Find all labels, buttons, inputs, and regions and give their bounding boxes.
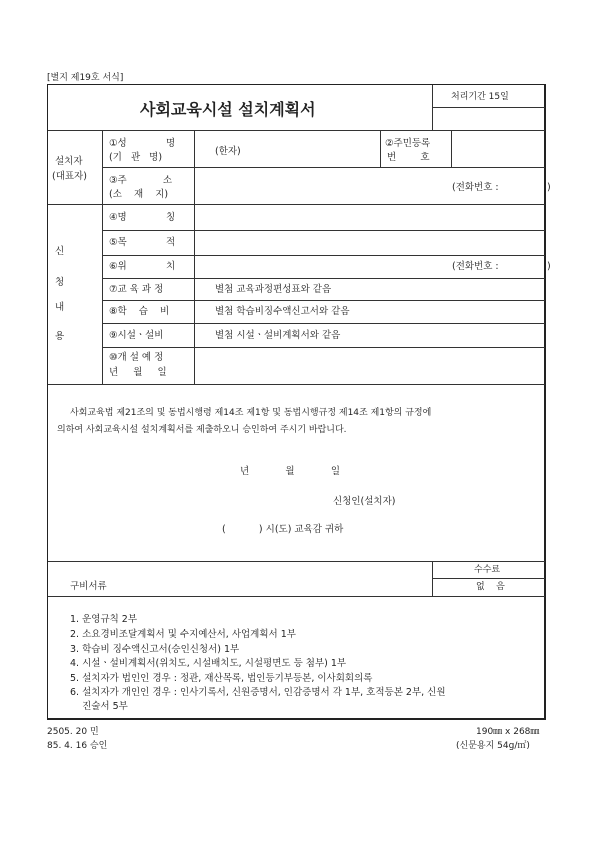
facilities-value: 별첨 시설ㆍ설비계획서와 같음 [215, 330, 341, 341]
declaration-line-1: 사회교육법 제21조의 및 동법시행령 제14조 제1항 및 동법시행규정 제14조 제1항의 규정에 [70, 408, 432, 418]
resident-number-field[interactable] [453, 131, 544, 166]
footer-code: 2505. 20 민 [47, 727, 99, 737]
attachment-item: 4. 시설ㆍ설비계획서(위치도, 시설배치도, 시설평면도 등 첨부) 1부 [70, 658, 347, 669]
attachment-item: 5. 설치자가 법인인 경우 : 정관, 재산목록, 법인등기부등본, 이사회회의록 [70, 673, 373, 684]
open-date-sublabel: 년 월 일 [109, 367, 167, 378]
footer-paper-type: (신문용지 54g/㎡) [456, 741, 530, 751]
curriculum-label: ⑦교 육 과 정 [109, 284, 164, 295]
applicant-group-label: 설치자 [55, 156, 83, 167]
processing-period: 처리기간 15일 [451, 92, 509, 102]
institution-name-label: (기 관 명) [109, 152, 163, 163]
footer-paper-size: 190㎜ x 268㎜ [476, 727, 540, 737]
open-date-label: ⑩개 설 예 정 [109, 352, 164, 363]
address-phone-note: (전화번호 : ) [452, 182, 551, 193]
application-group-char-3: 내 [55, 302, 65, 313]
application-group-char-2: 청 [55, 277, 65, 288]
resident-number-sublabel: 번 호 [387, 152, 430, 163]
facility-name-field[interactable] [196, 205, 544, 229]
facilities-label: ⑨시설ㆍ설비 [109, 330, 164, 341]
tuition-value: 별첨 학습비징수액신고서와 같음 [215, 306, 350, 317]
location-label: (소 재 지) [109, 189, 169, 200]
form-title: 사회교육시설 설치계획서 [140, 100, 316, 119]
attachment-item: 2. 소요경비조달계획서 및 수지예산서, 사업계획서 1부 [70, 629, 296, 640]
purpose-label: ⑤목 적 [109, 237, 176, 248]
date-line: 년 월 일 [240, 466, 341, 477]
applicant-group-sublabel: (대표자) [52, 171, 87, 182]
form-number-label: [별지 제19호 서식] [47, 73, 124, 83]
facility-name-label: ④명 칭 [109, 212, 176, 223]
name-field[interactable] [196, 131, 379, 167]
purpose-field[interactable] [196, 231, 544, 255]
application-group-char-4: 용 [55, 331, 65, 342]
hanja-note: (한자) [215, 146, 241, 157]
open-date-field[interactable] [196, 348, 544, 383]
application-group-char-1: 신 [55, 246, 65, 257]
location-row-label: ⑥위 치 [109, 261, 176, 272]
curriculum-value: 별첨 교육과정편성표와 같음 [215, 284, 332, 295]
address-field[interactable] [196, 168, 446, 204]
resident-number-label: ②주민등록 [385, 138, 431, 149]
fee-label: 수수료 [474, 565, 501, 575]
name-label: ①성 명 [109, 138, 176, 149]
attachment-item: 1. 운영규칙 2부 [70, 614, 138, 625]
attachment-item: 진술서 5부 [70, 701, 128, 712]
attachment-item: 3. 학습비 징수액신고서(승인신청서) 1부 [70, 644, 240, 655]
attachments-title: 구비서류 [70, 581, 107, 592]
footer-approval-date: 85. 4. 16 승인 [47, 741, 108, 751]
attachment-item: 6. 설치자가 개인인 경우 : 인사기록서, 신원증명서, 인감증명서 각 1부, 호적등본 2부, 신원 [70, 687, 446, 698]
applicant-signature-label: 신청인(설치자) [333, 496, 396, 507]
address-label: ③주 소 [109, 175, 173, 186]
addressee-line: ( ) 시(도) 교육감 귀하 [222, 524, 344, 535]
declaration-line-2: 의하여 사회교육시설 설치계획서를 제출하오니 승인하여 주시기 바랍니다. [57, 425, 347, 435]
tuition-label: ⑧학 습 비 [109, 306, 170, 317]
location-field[interactable] [196, 256, 446, 277]
location-phone-note: (전화번호 : ) [452, 261, 551, 272]
fee-value: 없 음 [476, 582, 505, 592]
